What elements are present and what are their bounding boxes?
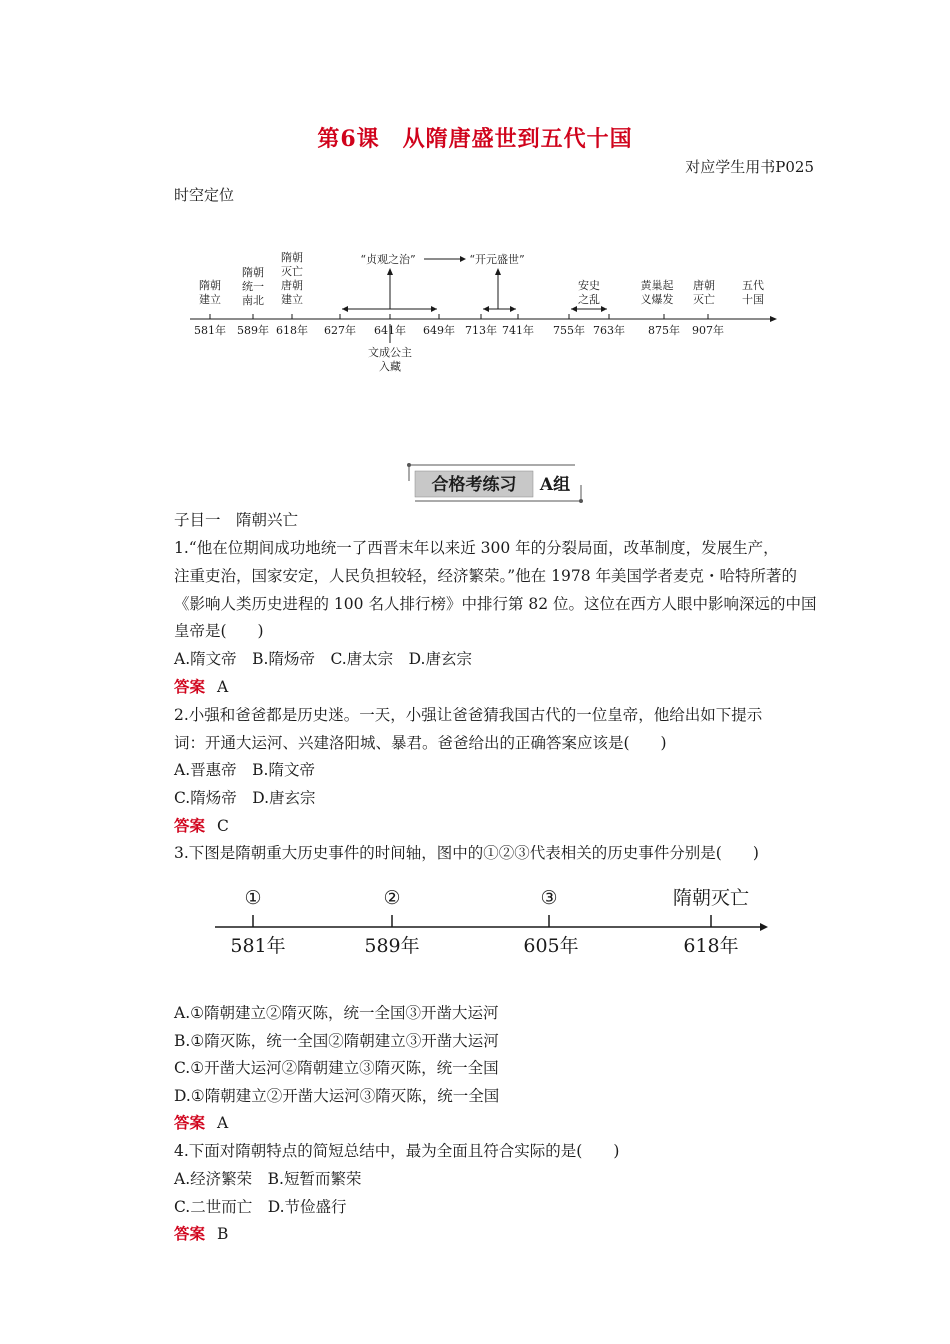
q3-option-c: C.①开凿大运河②隋朝建立③隋灭陈，统一全国 [174, 1059, 499, 1077]
answer-value: B [217, 1225, 229, 1243]
svg-text:763年: 763年 [593, 324, 625, 337]
event-anshi-rebellion [578, 278, 600, 306]
q2-line-1: 2.小强和爸爸都是历史迷。一天，小强让爸爸猜我国古代的一位皇帝，他给出如下提示 [174, 706, 763, 724]
svg-text:589年: 589年 [237, 324, 269, 337]
svg-text:入藏: 入藏 [379, 360, 401, 373]
svg-text:618年: 618年 [276, 324, 308, 337]
event-sui-fall-tang-founded [281, 250, 303, 306]
q4-answer [174, 1224, 228, 1244]
q4-options-2: C.二世而亡 D.节俭盛行 [174, 1198, 347, 1216]
section-heading: 时空定位 [174, 186, 235, 204]
svg-text:唐朝: 唐朝 [693, 279, 715, 292]
q2-line-2: 词：开通大运河、兴建洛阳城、暴君。爸爸给出的正确答案应该是( ) [174, 734, 667, 752]
answer-label: 答案 [174, 816, 206, 835]
timeline-year-labels [194, 323, 724, 337]
banner-left-label: 合格考练习 [431, 475, 517, 495]
answer-label: 答案 [174, 1224, 206, 1243]
page-reference: 对应学生用书P025 [685, 158, 814, 176]
svg-text:隋朝: 隋朝 [199, 279, 221, 292]
q1-options: A.隋文帝 B.隋炀帝 C.唐太宗 D.唐玄宗 [174, 650, 472, 668]
q3-year-1: 581年 [230, 935, 286, 957]
svg-text:741年: 741年 [502, 324, 534, 337]
q3-timeline [0, 870, 950, 966]
timeline-diagram [0, 0, 950, 400]
svg-text:641年: 641年 [374, 324, 406, 337]
svg-text:安史: 安史 [578, 279, 600, 292]
q4-line-1: 4.下面对隋朝特点的简短总结中，最为全面且符合实际的是( ) [174, 1142, 620, 1160]
svg-text:五代: 五代 [742, 279, 764, 292]
svg-text:713年: 713年 [465, 324, 497, 337]
q2-answer [174, 816, 229, 836]
svg-text:建立: 建立 [281, 293, 303, 306]
svg-text:义爆发: 义爆发 [640, 293, 674, 306]
q4-options-1: A.经济繁荣 B.短暂而繁荣 [174, 1170, 362, 1188]
svg-text:隋朝: 隋朝 [281, 251, 303, 264]
svg-text:灭亡: 灭亡 [281, 265, 303, 278]
answer-value: A [217, 678, 229, 696]
answer-value: C [217, 817, 229, 835]
banner-right-label: A组 [539, 475, 571, 495]
svg-text:875年: 875年 [648, 324, 680, 337]
q3-year-4: 618年 [683, 935, 739, 957]
svg-text:907年: 907年 [692, 324, 724, 337]
answer-value: A [217, 1114, 229, 1132]
q3-label-3: ③ [540, 887, 558, 909]
q3-answer [174, 1113, 228, 1133]
q3-year-2: 589年 [364, 935, 420, 957]
svg-text:黄巢起: 黄巢起 [640, 279, 674, 292]
q1-line-1: 1.“他在位期间成功地统一了西晋末年以来近 300 年的分裂局面，改革制度，发展生产， [174, 539, 779, 557]
page-title: 第6课 从隋唐盛世到五代十国 [317, 126, 633, 152]
svg-text:灭亡: 灭亡 [693, 293, 715, 306]
q2-options-2: C.隋炀帝 D.唐玄宗 [174, 789, 316, 807]
q1-line-2: 注重吏治，国家安定，人民负担较轻，经济繁荣。”他在 1978 年美国学者麦克・哈特所著的 [174, 567, 797, 585]
q3-option-d: D.①隋朝建立②开凿大运河③隋灭陈，统一全国 [174, 1087, 500, 1105]
event-wencheng [368, 345, 412, 373]
svg-text:唐朝: 唐朝 [281, 279, 303, 292]
event-zhenguan: “贞观之治” [360, 253, 416, 266]
q2-options-1: A.晋惠帝 B.隋文帝 [174, 761, 315, 779]
svg-text:南北: 南北 [242, 294, 264, 307]
svg-text:十国: 十国 [742, 293, 764, 306]
q1-line-4: 皇帝是( ) [174, 622, 264, 640]
svg-text:隋朝: 隋朝 [242, 266, 264, 279]
q3-label-2: ② [383, 887, 401, 909]
svg-text:755年: 755年 [553, 324, 585, 337]
event-five-dynasties [742, 279, 764, 306]
svg-text:文成公主: 文成公主 [368, 346, 412, 359]
q3-label-sui-fall: 隋朝灭亡 [672, 887, 750, 909]
subheading: 子目一 隋朝兴亡 [174, 511, 299, 529]
svg-text:649年: 649年 [423, 324, 455, 337]
event-tang-fall [693, 278, 715, 306]
answer-label: 答案 [174, 1113, 206, 1132]
event-sui-founded [199, 278, 221, 306]
svg-text:建立: 建立 [199, 293, 221, 306]
q1-line-3: 《影响人类历史进程的 100 名人排行榜》中排行第 82 位。这位在西方人眼中影响深远的中国 [174, 595, 817, 613]
q3-line-1: 3.下图是隋朝重大历史事件的时间轴，图中的①②③代表相关的历史事件分别是( ) [174, 844, 759, 862]
svg-text:统一: 统一 [242, 280, 264, 293]
event-sui-unify [242, 265, 264, 307]
q3-option-b: B.①隋灭陈，统一全国②隋朝建立③开凿大运河 [174, 1032, 499, 1050]
q3-label-1: ① [244, 887, 262, 909]
q1-answer [174, 677, 228, 697]
answer-label: 答案 [174, 677, 206, 696]
event-huangchao [641, 278, 674, 306]
svg-text:581年: 581年 [194, 324, 226, 337]
q3-year-3: 605年 [523, 935, 579, 957]
event-kaiyuan: “开元盛世” [469, 253, 525, 266]
practice-banner [405, 461, 585, 507]
svg-text:之乱: 之乱 [578, 293, 600, 306]
svg-text:627年: 627年 [324, 324, 356, 337]
q3-option-a: A.①隋朝建立②隋灭陈，统一全国③开凿大运河 [174, 1004, 499, 1022]
